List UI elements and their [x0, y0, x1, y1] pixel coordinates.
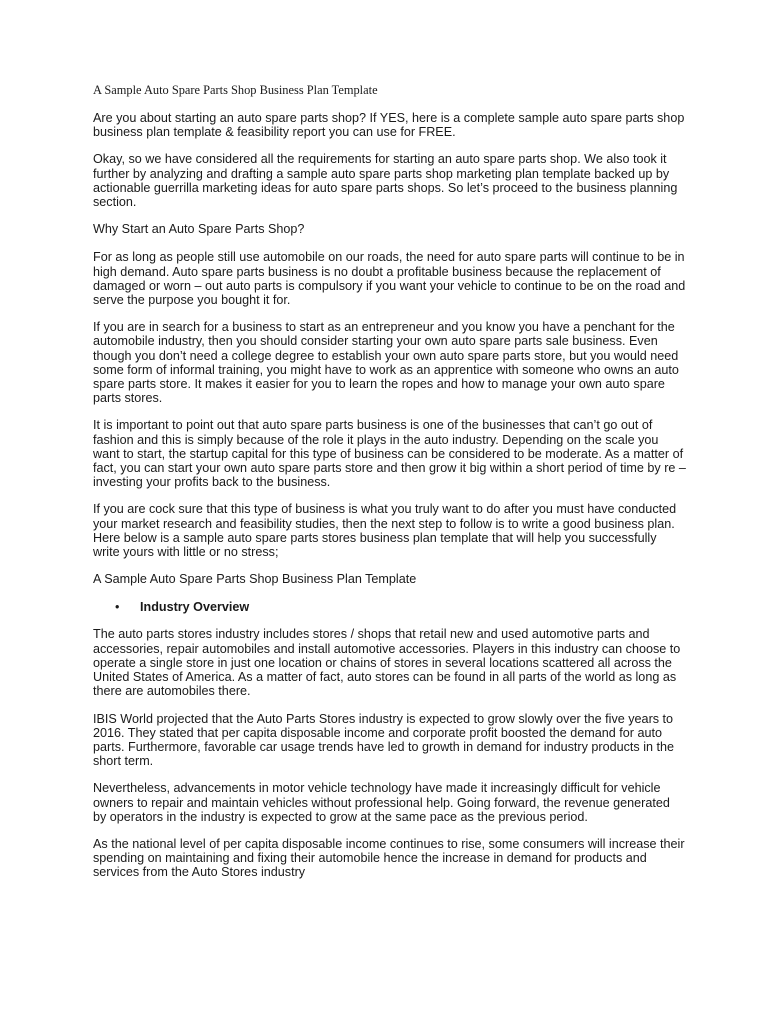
- paragraph-industry-description: The auto parts stores industry includes stores / shops that retail new and used automotive parts and accessories, repair automobiles and install automotive accessories. Players in this industry can choose to operate a single store in just one location or chains of stores in several locations scattered all across the United States of America. As a matter of fact, auto stores can be found in all parts of the world as long as there are automobiles there.: [93, 627, 681, 699]
- paragraph-income: As the national level of per capita disposable income continues to rise, some consumers will increase their spending on maintaining and fixing their automobile hence the increase in demand for products and services from the Auto Stores industry: [93, 836, 685, 880]
- paragraph-capital: It is important to point out that auto spare parts business is one of the businesses that can’t go out of fashion and this is simply because of the role it plays in the auto industry. Depending on the scale you want to start, the startup capital for this type of business can be considered to be moderate. As a matter of fact, you can start your own auto spare parts store and then grow it big within a short period of time by re – investing your profits back to the business.: [93, 418, 686, 490]
- paragraph-business-plan: If you are cock sure that this type of business is what you truly want to do after you must have conducted your market research and feasibility studies, then the next step to follow is to write a good business plan. Here below is a sample auto spare parts stores business plan template that will help you successfully write yours with little or no stress;: [93, 502, 677, 560]
- section-heading-template: A Sample Auto Spare Parts Shop Business Plan Template: [93, 572, 417, 587]
- section-heading-why-start: Why Start an Auto Spare Parts Shop?: [93, 222, 305, 237]
- paragraph-demand: For as long as people still use automobile on our roads, the need for auto spare parts will continue to be in high demand. Auto spare parts business is no doubt a profitable business because the replacement of damaged or worn – out auto parts is compulsory if you want your vehicle to continue to be on the road and serve the purpose you bought it for.: [93, 250, 686, 308]
- document-title: A Sample Auto Spare Parts Shop Business Plan Template: [93, 83, 378, 97]
- bullet-dot-icon: •: [115, 600, 120, 615]
- paragraph-requirements: Okay, so we have considered all the requirements for starting an auto spare parts shop. We also took it further by analyzing and drafting a sample auto spare parts shop marketing plan template backed up by actionable guerrilla marketing ideas for auto spare parts shops. So let’s proceed to the business planning section.: [93, 152, 678, 210]
- paragraph-intro: Are you about starting an auto spare parts shop? If YES, here is a complete sample auto spare parts shop business plan template & feasibility report you can use for FREE.: [93, 111, 685, 140]
- bullet-label: Industry Overview: [140, 600, 250, 615]
- bullet-item-industry-overview: [115, 600, 686, 615]
- paragraph-entrepreneur: If you are in search for a business to start as an entrepreneur and you know you have a penchant for the automobile industry, then you should consider starting your own auto spare parts sale business. Even though you don’t need a college degree to establish your own auto spare parts store, but you would need some form of informal training, you might have to work as an apprentice with someone who owns an auto spare parts store. It makes it easier for you to learn the ropes and how to manage your own auto spare parts stores.: [93, 320, 679, 406]
- paragraph-ibis-world: IBIS World projected that the Auto Parts Stores industry is expected to grow slowly over the five years to 2016. They stated that per capita disposable income and corporate profit boosted the demand for auto parts. Furthermore, favorable car usage trends have led to growth in demand for industry products in the short term.: [93, 711, 675, 769]
- paragraph-technology: Nevertheless, advancements in motor vehicle technology have made it increasingly difficult for vehicle owners to repair and maintain vehicles without professional help. Going forward, the revenue generated by operators in the industry is expected to grow at the same pace as the previous period.: [93, 781, 670, 824]
